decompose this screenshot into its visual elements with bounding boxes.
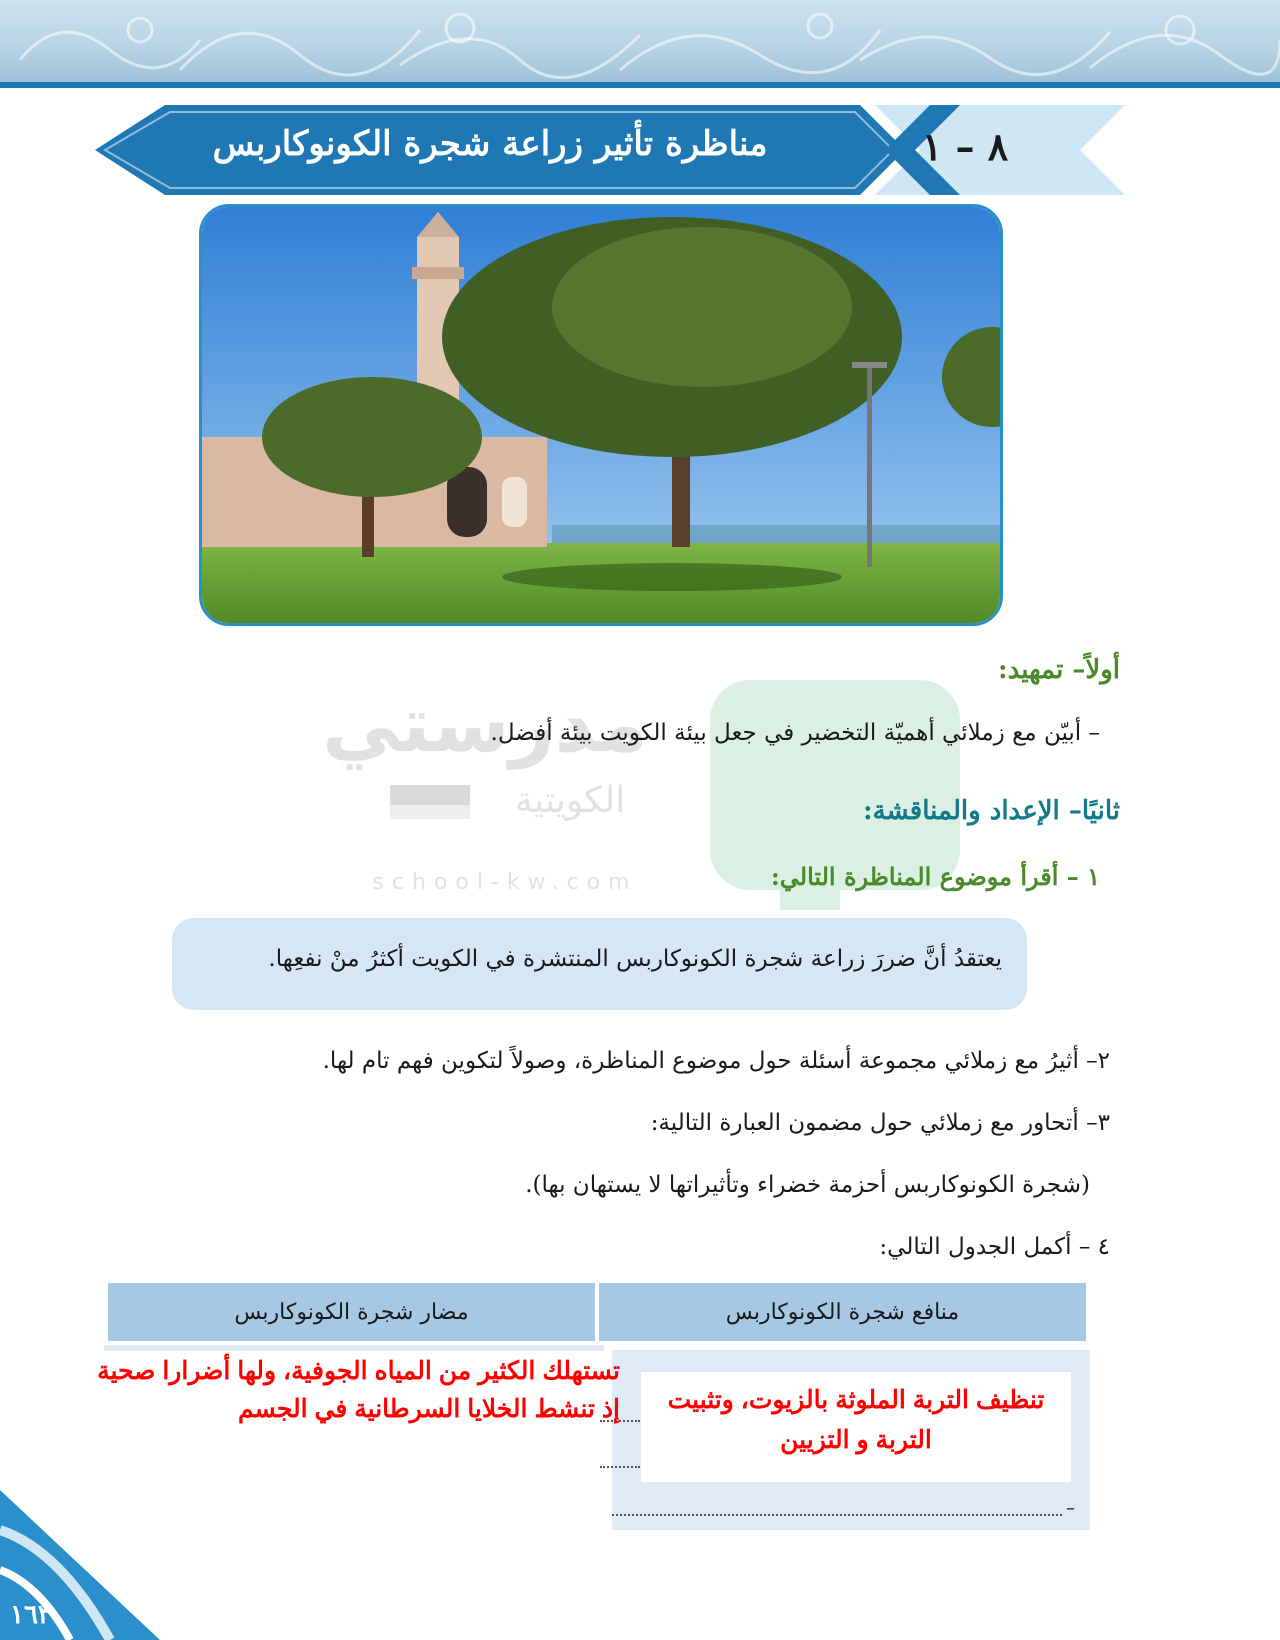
lesson-photo — [199, 204, 1003, 626]
benefits-harms-table — [104, 1283, 1090, 1341]
top-decorative-band — [0, 0, 1280, 88]
item-3-quote: (شجرة الكونوكاربس أحزمة خضراء وتأثيراتها لا يستهان بها). — [525, 1172, 1090, 1198]
row-dash: – — [1066, 1498, 1075, 1519]
harms-cell — [104, 1345, 604, 1351]
mosque-trees-image — [202, 207, 1000, 623]
benefits-column-header: منافع شجرة الكونوكاربس — [599, 1283, 1086, 1341]
harms-column-header: مضار شجرة الكونوكاربس — [108, 1283, 595, 1341]
answer-line — [612, 1514, 1062, 1516]
discussion-heading: ثانيًا– الإعداد والمناقشة: — [863, 796, 1120, 826]
calligraphy-pattern-icon — [0, 0, 1280, 82]
intro-text: – أبيّن مع زملائي أهميّة التخضير في جعل بيئة الكويت بيئة أفضل. — [490, 720, 1100, 746]
watermark-name: مدرستي — [322, 680, 648, 770]
debate-topic-text: يعتقدُ أنَّ ضررَ زراعة شجرة الكونوكاربس المنتشرة في الكويت أكثرُ منْ نفعِها. — [268, 946, 1002, 972]
lesson-title: مناظرة تأثير زراعة شجرة الكونوكاربس — [212, 124, 768, 164]
watermark-domain: school-kw.com — [372, 870, 638, 895]
item-4: ٤ – أكمل الجدول التالي: — [879, 1234, 1110, 1260]
harms-answer: تستهلك الكثير من المياه الجوفية، ولها أضرارا صحية إذ تنشط الخلايا السرطانية في الجسم — [97, 1357, 620, 1423]
intro-heading: أولاً– تمهيد: — [997, 655, 1120, 685]
benefits-answer: تنظيف التربة الملوثة بالزيوت، وتثبيت التربة و التزيين — [667, 1386, 1045, 1454]
lesson-number: ٨ – ١ — [921, 124, 1009, 169]
answer-line — [600, 1466, 640, 1468]
item-1: ١ – أقرأ موضوع المناظرة التالي: — [770, 862, 1100, 891]
item-3: ٣– أتحاور مع زملائي حول مضمون العبارة التالية: — [650, 1110, 1110, 1136]
watermark-country: الكويتية — [514, 780, 626, 821]
page-number: ١٦٣ — [10, 1600, 52, 1630]
item-2: ٢– أثيرُ مع زملائي مجموعة أسئلة حول موضوع المناظرة، وصولاً لتكوين فهم تام لها. — [322, 1048, 1110, 1074]
